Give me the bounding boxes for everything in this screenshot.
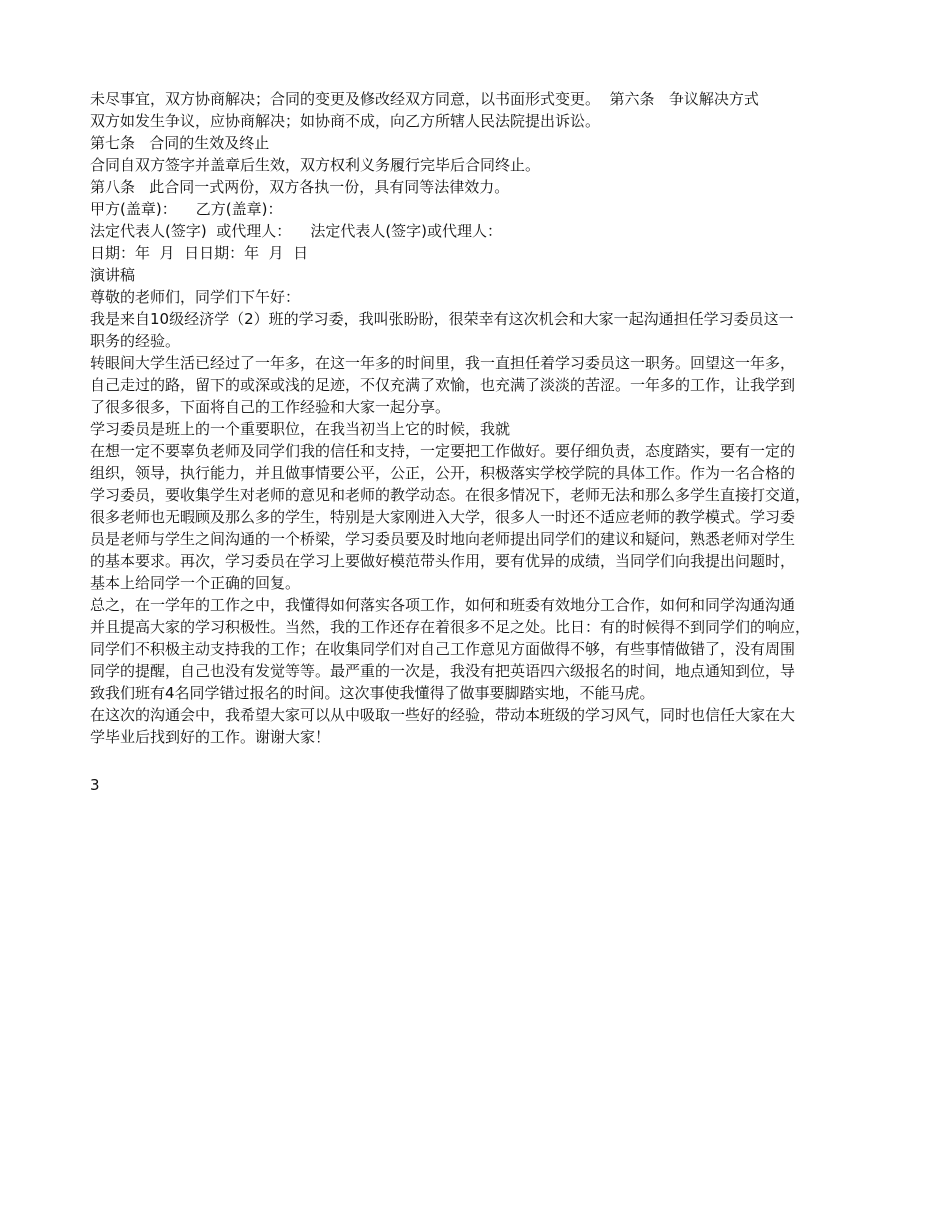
- text-line: 的基本要求。再次，学习委员在学习上要做好模范带头作用，要有优异的成绩，当同学们向我提出问题时，: [90, 552, 796, 570]
- text-line: 在想一定不要辜负老师及同学们我的信任和支持，一定要把工作做好。要仔细负责，态度踏实，要有一定的: [90, 442, 796, 460]
- text-line: 甲方(盖章)： 乙方(盖章)：: [90, 200, 283, 218]
- text-line: 日期：年 月 日日期：年 月 日: [90, 244, 309, 262]
- text-line: 尊敬的老师们，同学们下午好：: [90, 288, 301, 306]
- text-line: 双方如发生争议，应协商解决；如协商不成，向乙方所辖人民法院提出诉讼。: [90, 112, 601, 130]
- text-line: 组织，领导，执行能力，并且做事情要公平，公正，公开，积极落实学校学院的具体工作。作为一名合格的: [90, 464, 796, 482]
- text-line: 学毕业后找到好的工作。谢谢大家！: [90, 728, 331, 746]
- text-line: 第七条 合同的生效及终止: [90, 134, 270, 152]
- text-line: 总之，在一学年的工作之中，我懂得如何落实各项工作，如何和班委有效地分工合作，如何和同学沟通沟通: [90, 596, 796, 614]
- text-line: 学习委员是班上的一个重要职位，在我当初当上它的时候，我就: [90, 420, 511, 438]
- text-line: 法定代表人(签字) 或代理人： 法定代表人(签字)或代理人：: [90, 222, 503, 240]
- text-line: 自己走过的路，留下的或深或浅的足迹，不仅充满了欢愉，也充满了淡淡的苦涩。一年多的工作，让我学到: [90, 376, 796, 394]
- text-line: 转眼间大学生活已经过了一年多，在这一年多的时间里，我一直担任着学习委员这一职务。回望这一年多，: [90, 354, 796, 372]
- text-line: 未尽事宜，双方协商解决；合同的变更及修改经双方同意，以书面形式变更。 第六条 争议解决方式: [90, 90, 759, 108]
- text-line: 第八条 此合同一式两份，双方各执一份，具有同等法律效力。: [90, 178, 510, 196]
- text-line: 并且提高大家的学习积极性。当然，我的工作还存在着很多不足之处。比日：有的时候得不到同学们的响应，: [90, 618, 811, 636]
- text-line: 合同自双方签字并盖章后生效，双方权利义务履行完毕后合同终止。: [90, 156, 541, 174]
- text-line: 我是来自10级经济学（2）班的学习委，我叫张盼盼，很荣幸有这次机会和大家一起沟通担任学习委员这一: [90, 310, 794, 328]
- text-line: 很多老师也无暇顾及那么多的学生，特别是大家刚进入大学，很多人一时还不适应老师的教学模式。学习委: [90, 508, 796, 526]
- page-number: 3: [90, 776, 100, 794]
- text-line: 职务的经验。: [90, 332, 181, 350]
- text-line: 同学们不积极主动支持我的工作；在收集同学们对自己工作意见方面做得不够，有些事情做错了，没有周围: [90, 640, 796, 658]
- speech-title: 演讲稿: [90, 266, 136, 284]
- text-line: 致我们班有4名同学错过报名的时间。这次事使我懂得了做事要脚踏实地，不能马虎。: [90, 684, 655, 702]
- text-line: 了很多很多，下面将自己的工作经验和大家一起分享。: [90, 398, 451, 416]
- document-body: [90, 88, 880, 748]
- text-line: 学习委员，要收集学生对老师的意见和老师的教学动态。在很多情况下，老师无法和那么多学生直接打交道，: [90, 486, 811, 504]
- text-line: 在这次的沟通会中，我希望大家可以从中吸取一些好的经验，带动本班级的学习风气，同时也信任大家在大: [90, 706, 796, 724]
- text-line: 员是老师与学生之间沟通的一个桥梁，学习委员要及时地向老师提出同学们的建议和疑问，熟悉老师对学生: [90, 530, 796, 548]
- text-line: 基本上给同学一个正确的回复。: [90, 574, 301, 592]
- text-line: 同学的提醒，自己也没有发觉等等。最严重的一次是，我没有把英语四六级报名的时间，地点通知到位，导: [90, 662, 796, 680]
